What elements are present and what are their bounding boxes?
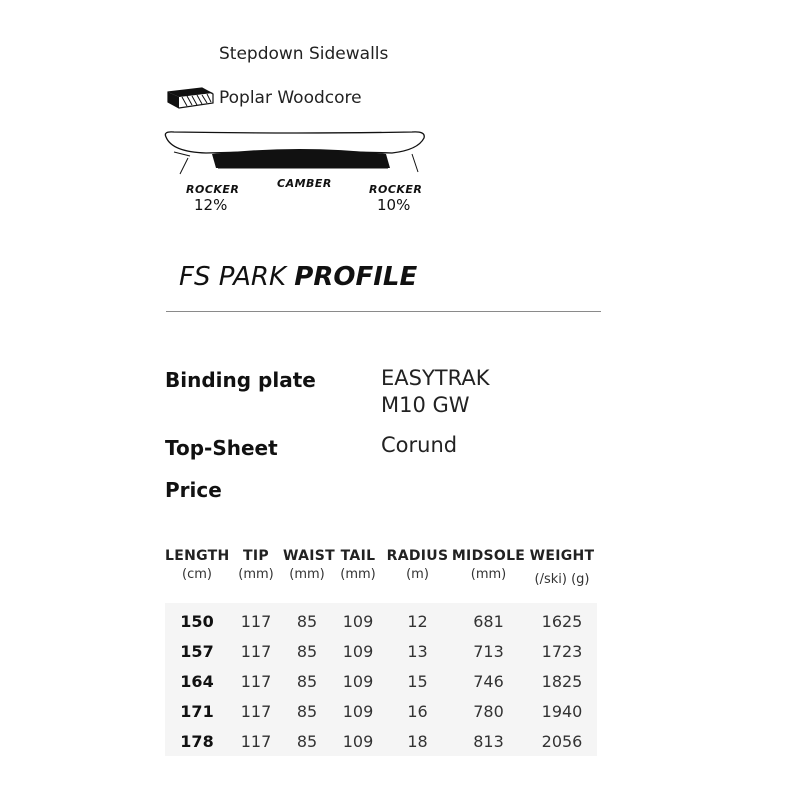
cell-radius: 15 [407,671,428,691]
header-radius-name: RADIUS [386,548,449,564]
size-table [165,548,597,756]
spec-value-topsheet: Corund [381,433,458,457]
cell-waist: 85 [296,731,318,751]
cell-radius: 18 [407,731,428,751]
rocker-right-label: ROCKER [369,183,423,196]
header-midsole [450,548,527,603]
cell-midsole: 713 [473,641,504,661]
header-radius-unit: (m) [406,567,429,582]
cell-radius: 13 [407,641,428,661]
header-weight-unit: (/ski) (g) [534,572,590,587]
header-length-name: LENGTH [165,548,230,564]
cell-midsole: 681 [473,611,504,631]
header-tip-unit: (mm) [238,567,274,582]
table-header [165,548,597,603]
header-weight [527,548,597,603]
cell-waist: 85 [296,671,318,691]
header-weight-name: WEIGHT [529,548,595,564]
header-tail-unit: (mm) [340,567,376,582]
header-tail [331,548,385,603]
woodcore-icon [165,84,215,110]
cell-tail: 109 [342,671,374,691]
header-tip [229,548,283,603]
table-row [165,666,597,696]
table-row [165,636,597,666]
cell-waist: 85 [296,701,318,721]
rocker-left-label: ROCKER [186,183,240,196]
cell-tail: 109 [342,641,374,661]
feature-sidewalls: Stepdown Sidewalls [219,44,389,64]
cell-weight: 1940 [541,701,583,721]
feature-woodcore: Poplar Woodcore [219,88,362,108]
header-midsole-name: MIDSOLE [451,548,526,564]
header-tip-name: TIP [243,548,269,564]
camber-label: CAMBER [277,177,332,190]
binding-plate-line-2: M10 GW [381,393,470,417]
cell-tip: 117 [240,671,272,691]
cell-length: 150 [180,611,214,631]
header-midsole-unit: (mm) [470,567,507,582]
table-row [165,606,597,636]
cell-tip: 117 [240,611,272,631]
cell-weight: 2056 [541,731,583,751]
header-waist-name: WAIST [283,548,335,564]
cell-tip: 117 [240,701,272,721]
cell-length: 178 [180,731,214,751]
table-body [165,603,597,756]
binding-plate-line-1: EASYTRAK [381,366,490,390]
cell-radius: 16 [407,701,428,721]
cell-tip: 117 [240,641,272,661]
cell-tip: 117 [240,731,272,751]
header-length-unit: (cm) [182,567,212,582]
profile-title-light: FS PARK [179,262,295,292]
cell-weight: 1723 [541,641,583,661]
spec-label-binding-plate: Binding plate [165,368,316,392]
cell-waist: 85 [296,641,318,661]
cell-length: 171 [180,701,214,721]
header-waist [283,548,335,603]
table-row [165,726,597,756]
spec-label-topsheet: Top-Sheet [165,436,278,460]
header-radius [385,548,450,603]
profile-title-bold: PROFILE [294,262,418,292]
spec-value-binding-plate [381,365,490,419]
cell-midsole: 813 [473,731,504,751]
cell-tail: 109 [342,701,374,721]
cell-tail: 109 [342,731,374,751]
cell-weight: 1625 [541,611,583,631]
rocker-right-percent: 10% [377,196,411,214]
header-length [165,548,229,603]
cell-weight: 1825 [541,671,583,691]
cell-midsole: 746 [473,671,504,691]
header-tail-name: TAIL [340,548,376,564]
rocker-left-percent: 12% [194,196,228,214]
profile-title [179,262,417,292]
spec-label-price: Price [165,478,222,502]
cell-midsole: 780 [473,701,504,721]
cell-waist: 85 [296,611,318,631]
cell-radius: 12 [407,611,428,631]
cell-length: 157 [180,641,214,661]
header-waist-unit: (mm) [289,567,325,582]
cell-tail: 109 [342,611,374,631]
cell-length: 164 [180,671,214,691]
divider [166,311,601,312]
table-row [165,696,597,726]
